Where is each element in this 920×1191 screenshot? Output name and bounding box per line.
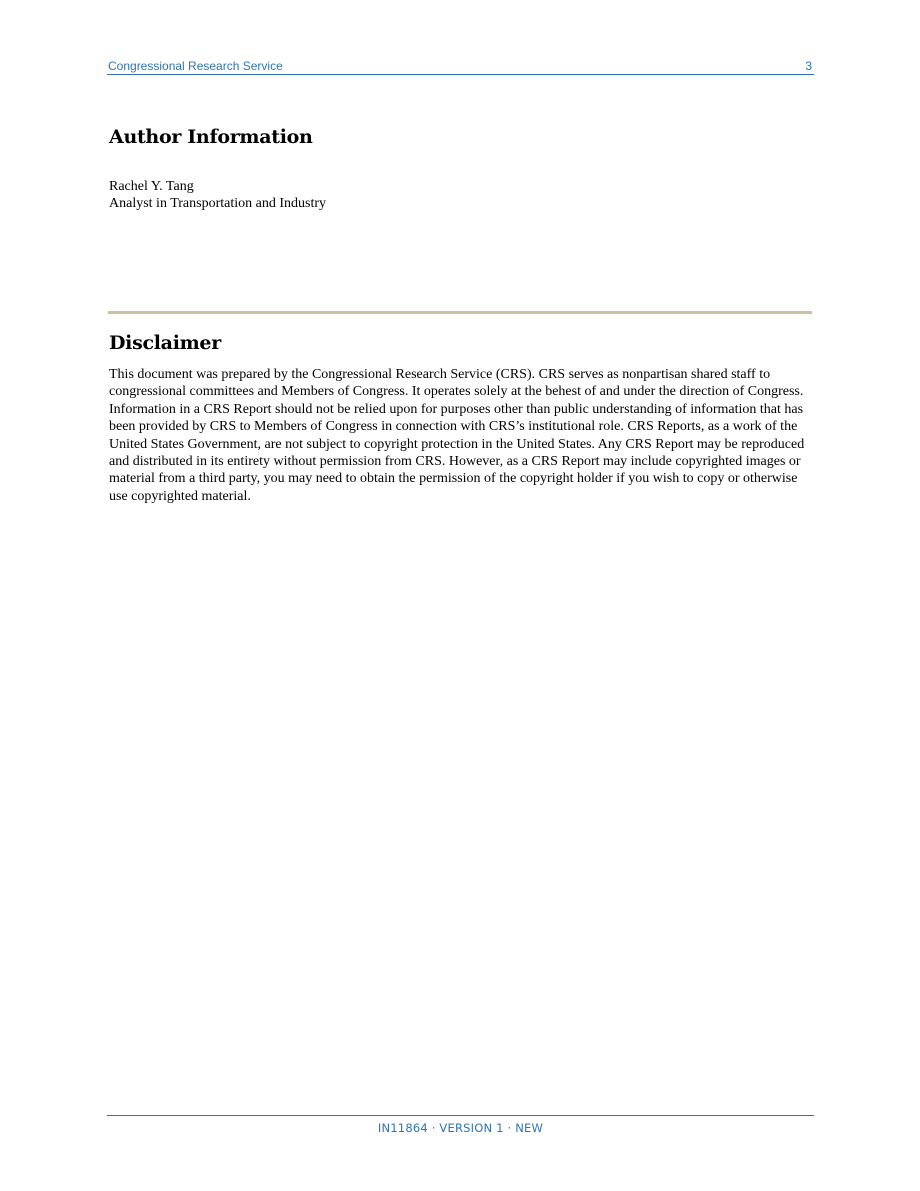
section-divider (108, 311, 812, 314)
disclaimer-text: This document was prepared by the Congressional Research Service (CRS). CRS serves as nonpartisan shared staff to congressional committees and Members of Congress. It operates solely at the behest of and under the direction of Congress. Information in a CRS Report should not be relied upon for purposes other than public understanding of information that has been provided by CRS to Members of Congress in connection with CRS’s institutional role. CRS Reports, as a work of the United States Government, are not subject to copyright protection in the United States. Any CRS Report may be reproduced and distributed in its entirety without permission from CRS. However, as a CRS Report may include copyrighted images or material from a third party, you may need to obtain the permission of the copyright holder if you wish to copy or otherwise use copyrighted material. (109, 367, 805, 504)
disclaimer-heading: Disclaimer (109, 332, 221, 354)
header-title: Congressional Research Service (108, 59, 283, 73)
author-information-heading: Author Information (109, 126, 313, 148)
author-block (109, 178, 326, 212)
page-number: 3 (805, 59, 812, 73)
page-header (107, 57, 814, 75)
author-role: Analyst in Transportation and Industry (109, 196, 326, 211)
footer-document-id: IN11864 · VERSION 1 · NEW (377, 1121, 544, 1135)
page-footer (107, 1115, 814, 1135)
author-name: Rachel Y. Tang (109, 179, 194, 194)
